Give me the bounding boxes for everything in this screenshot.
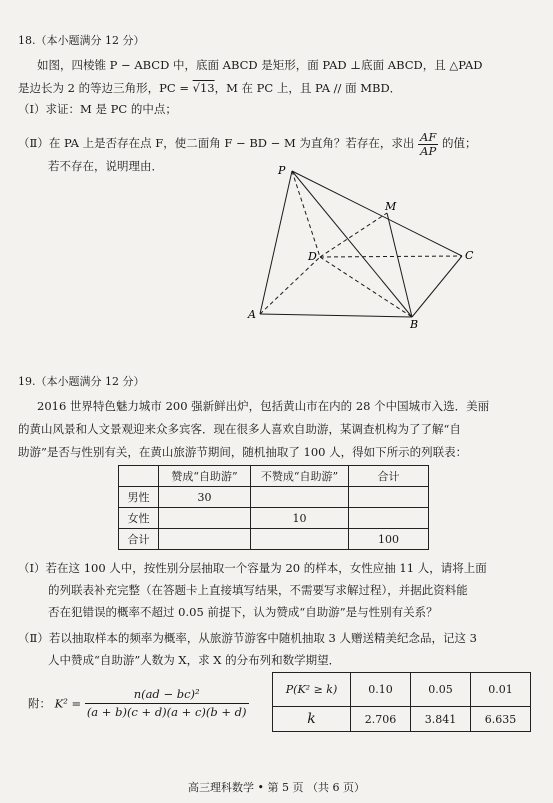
crit-cell: 0.05	[411, 673, 471, 707]
q19-para-line2: 的黄山风景和人文景观迎来众多宾客．现在很多人喜欢自助游，某调查机构为了了解“自	[18, 422, 461, 436]
table-cell: 30	[159, 487, 251, 508]
label-C: C	[465, 249, 474, 262]
q19-part1-line3: 否在犯错误的概率不超过 0.05 前提下，认为赞成“自助游”是与性别有关系？	[48, 605, 438, 619]
table-cell: 10	[251, 508, 349, 529]
q19-para-line3: 助游”是否与性别有关，在黄山旅游节期间，随机抽取了 100 人，得如下所示的列联表：	[18, 445, 468, 459]
q18-part2	[18, 128, 477, 158]
q18-frac-den: AP	[420, 143, 437, 158]
q18-part1: （Ⅰ）求证：M 是 PC 的中点；	[18, 102, 177, 116]
table-cell: 男性	[119, 487, 159, 508]
page-footer: 高三理科数学 • 第 5 页 （共 6 页）	[188, 781, 365, 794]
contingency-table-wrap	[118, 465, 429, 550]
q18-intro-line2-a: 是边长为 2 的等边三角形，PC =	[18, 81, 193, 95]
edge-DM	[320, 213, 387, 257]
q19-part1-line2: 的列联表补充完整（在答题卡上直接填写结果，不需要写求解过程），并据此资料能	[48, 583, 468, 597]
edge-PD	[292, 171, 320, 257]
label-D: D	[308, 250, 317, 263]
pyramid-svg	[240, 160, 500, 330]
edge-PC	[292, 171, 462, 256]
q18-sqrt13: √13	[192, 81, 215, 95]
table-row	[119, 487, 429, 508]
critical-value-table	[272, 672, 531, 732]
table-header-cell	[119, 466, 159, 487]
crit-row-label: P(K² ≥ k)	[273, 673, 351, 707]
table-header-row	[119, 466, 429, 487]
edge-DB	[320, 257, 412, 317]
appendix-formula	[28, 688, 249, 719]
formula-numerator: n(ad − bc)²	[85, 688, 249, 704]
q18-part2-b: 的值；	[442, 136, 477, 150]
table-cell	[349, 487, 429, 508]
crit-cell: 3.841	[411, 707, 471, 732]
label-P: P	[278, 164, 286, 177]
table-header-cell: 不赞成“自助游”	[251, 466, 349, 487]
q18-frac-num: AF	[420, 129, 437, 144]
crit-row-k	[273, 707, 531, 732]
q19-para-line1: 2016 世界特色魅力城市 200 强新鲜出炉，包括黄山市在内的 28 个中国城市入选．美丽	[37, 399, 490, 413]
formula-denominator: (a + b)(c + d)(a + c)(b + d)	[86, 705, 247, 719]
q18-intro-line2-b: ，M 在 PC 上，且 PA // 面 MBD．	[214, 81, 402, 95]
crit-row-p	[273, 673, 531, 707]
formula-fraction	[85, 688, 249, 719]
table-cell	[159, 508, 251, 529]
edge-AD	[260, 257, 320, 314]
q18-part2-a: （Ⅱ）在 PA 上是否存在点 F，使二面角 F − BD − M 为直角？若存在，求出	[18, 136, 415, 150]
table-row	[119, 529, 429, 550]
edge-PA	[260, 171, 292, 314]
label-B: B	[410, 318, 419, 330]
q18-header: 18.（本小题满分 12 分）	[18, 34, 145, 47]
table-header-cell: 赞成“自助游”	[159, 466, 251, 487]
contingency-table	[118, 465, 429, 550]
table-cell: 合计	[119, 529, 159, 550]
q18-intro-line2	[18, 80, 401, 96]
q19-header: 19.（本小题满分 12 分）	[18, 375, 145, 388]
crit-row-label: k	[273, 707, 351, 732]
edge-AB	[260, 314, 412, 317]
table-cell	[349, 508, 429, 529]
formula-lhs: K² =	[54, 696, 85, 711]
edge-DC	[320, 256, 462, 257]
table-cell	[251, 529, 349, 550]
table-cell	[251, 487, 349, 508]
crit-cell: 6.635	[471, 707, 531, 732]
table-cell: 女性	[119, 508, 159, 529]
crit-cell: 0.10	[351, 673, 411, 707]
table-row	[119, 508, 429, 529]
q18-part2-line2: 若不存在，说明理由．	[48, 159, 163, 173]
crit-cell: 0.01	[471, 673, 531, 707]
q18-part2-fraction	[418, 131, 438, 158]
q19-part2-line1: （Ⅱ）若以抽取样本的频率为概率，从旅游节游客中随机抽取 3 人赠送精美纪念品，记这 3	[18, 631, 477, 645]
label-M: M	[385, 200, 397, 213]
table-header-cell: 合计	[349, 466, 429, 487]
edge-BC	[412, 256, 462, 317]
q19-part2-line2: 人中赞成“自助游”人数为 X，求 X 的分布列和数学期望．	[48, 653, 341, 667]
table-cell: 100	[349, 529, 429, 550]
crit-cell: 2.706	[351, 707, 411, 732]
q19-part1-line1: （Ⅰ）若在这 100 人中，按性别分层抽取一个容量为 20 的样本，女性应抽 11 人，请将上面	[18, 561, 487, 575]
label-A: A	[248, 308, 256, 321]
table-cell	[159, 529, 251, 550]
q18-intro-line1: 如图，四棱锥 P − ABCD 中，底面 ABCD 是矩形，面 PAD ⊥底面 ABCD，且 △PAD	[37, 58, 483, 72]
appendix-label: 附：	[28, 696, 51, 711]
pyramid-figure	[240, 160, 500, 330]
critical-value-table-wrap	[272, 672, 531, 732]
